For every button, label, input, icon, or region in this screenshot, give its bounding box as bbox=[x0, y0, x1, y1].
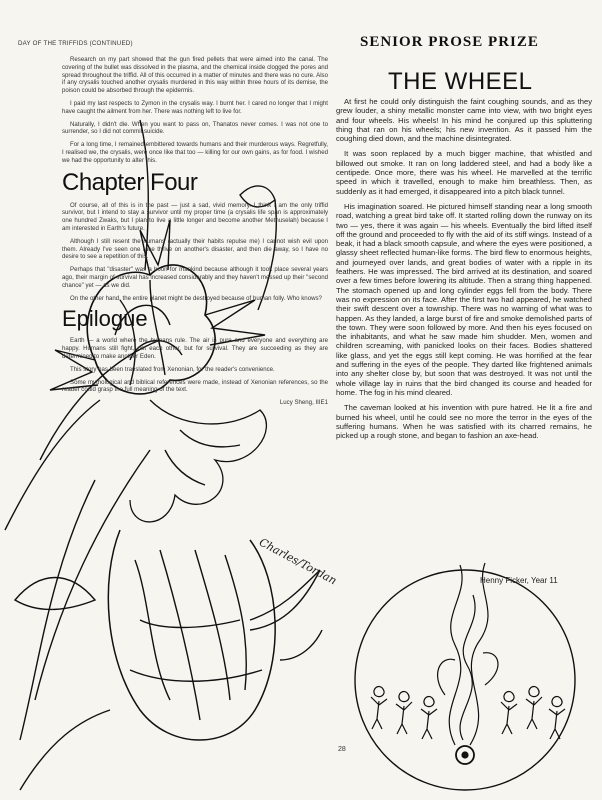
left-story-column bbox=[62, 56, 328, 407]
epilogue-heading: Epilogue bbox=[62, 306, 148, 332]
page-number: 28 bbox=[338, 746, 346, 753]
paragraph: It was soon replaced by a much bigger machine, that whistled and billowed out smoke. It ran on long laddered steel, and had a body like a centipede. Once more, there was his wheel. He marvelled at the terrific speed in which it travelled, enough to make him breathless. Then, as suddenly as it had emerged, it disappeared into a pitch black tunnel. bbox=[336, 149, 592, 196]
paragraph: His imagination soared. He pictured himself standing near a long smooth road, watching a great bird take off. It started rolling down the runway on its two — yes, there it was again — his wheels. Eventually the bird lifted itself off the ground and proceeded to fly with the aid of its stiff wings. Instead of a beak, it had a black smooth capsule, and where the eyes were positioned, a glassy sheet reflected human-like forms. The bird flew to enormous heights, and journeyed over lands, and great bodies of water with a ripple in its feathers. He was impressed. The bird arrived at its destination, and soared over a few times before lowering its altitude. Then a strang thing happened. The stomach opened up and long cylinder eggs fell from the body. There was no expression on its face. After the first two had appeared, he watched their swift descent over a township. There was no warning of what was to happen. As they landed, a large burst of fire and smoke demolished parts of the town. They were soon followed by more. And then his eyes focused on the inhabitants, and what he saw made him shudder. Men, women and children screaming, with panicked looks on their faces. Bodies shattered like glass, and yet the eggs still kept coming. He was horrified at the fear and suffering in the eyes of the people. They darted like frightened animals into any shelter close by, but soon that was destroyed. It was not until the whole village lay in ruins that the bird changed its course and headed for home. The fog in his mind cleared. bbox=[336, 201, 592, 397]
paragraph: On the other hand, the entire planet might be destroyed because of human folly. Who knows? bbox=[70, 294, 322, 302]
paragraph: Research on my part showed that the gun fired pellets that were aimed into the canal. The covering of the bullet was dissolved in the plasma, and the chemical inside clogged the pores and spread throughout the triffid. All of this occurred in a matter of minutes and there was no cure. Also if any crysalis touched another crysalis murdered in this way within three hours of its demise, the poison could be absorbed through the epidermis. bbox=[62, 56, 328, 95]
paragraph: Perhaps that "disaster" was a boon for mankind because although it took place several years ago, their margin of survival has increased considerably and they haven't messed up their "second chance" yet — as we did. bbox=[62, 266, 328, 289]
chapter-four-heading: Chapter Four bbox=[62, 168, 198, 196]
wheel-story bbox=[336, 97, 592, 446]
paragraph: Of course, all of this is in the past — just a sad, vivid memory. I think I am the only triffid survivor, but I intend to stay a survivor until my proper time (a crysalis life span is approximately one hundred Zwaks, but I plan to live a little longer and become another Methuselah) because I am interested in Earth's future. bbox=[62, 201, 328, 232]
paragraph: The caveman looked at his invention with pure hatred. He lit a fire and burned his wheel, until he could see no more the terror in the eyes of the suffering humans. When he was satisfied with its charred remains, he picked up a rough stone, and began to fashion an axe-head. bbox=[336, 403, 592, 441]
paragraph: I paid my last respects to Zymon in the crysalis way. I burnt her. I cared no longer that I might have caught the ailment from her. There was nothing left to live for. bbox=[62, 99, 328, 115]
paragraph: This story has been translated from Xenonian, for the reader's convenience. bbox=[70, 365, 275, 373]
illustrator-signature: Charles/Tordan bbox=[256, 535, 339, 588]
story-title: THE WHEEL bbox=[388, 68, 533, 95]
paragraph: For a long time, I remained embittered towards humans and their murderous ways. Regretfully, I realised we, the crysalis, were once like that too — killing for our own gains, as for food. I wished we had the opportunity to alter this. bbox=[62, 141, 328, 164]
prize-title: SENIOR PROSE PRIZE bbox=[360, 34, 539, 50]
paragraph: Naturally, I didn't die. When you want to pass on, Thanatos never comes. I was not one to surrender, so I did not commit suicide. bbox=[62, 120, 328, 136]
paragraph: Earth — a world where the humans rule. The air is pure and everyone and everything are happy. Humans still fight, not each other, but for survival. They are succeeding as they are determined to make another Eden. bbox=[62, 337, 328, 360]
left-author-signature: Lucy Sheng, IIIE1 bbox=[279, 399, 328, 407]
paragraph: Although I still resent the humans (actually their habits repulse me) I cannot wish evil upon them. Already I've seen one race thrive on another's disaster, and then die away, so I have no desire to see a repetition of this. bbox=[62, 237, 328, 261]
story-author: Henny Ficker, Year 11 bbox=[480, 576, 558, 585]
continued-header: DAY OF THE TRIFFIDS (CONTINUED) bbox=[18, 40, 133, 47]
paragraph: At first he could only distinguish the faint coughing sounds, and as they grew louder, a shiny metallic monster came into view, with two bright eyes and four wheels. His wheels! In his mind he conjured up this spluttering thing that ran on his wheels; his new invention. As it passed him the coughing died down, and the machine disintegrated. bbox=[336, 97, 592, 144]
paragraph: Some mythological and biblical references were made, instead of Xenonian references, so the reader could grasp the full meaning of the text. bbox=[62, 378, 328, 394]
